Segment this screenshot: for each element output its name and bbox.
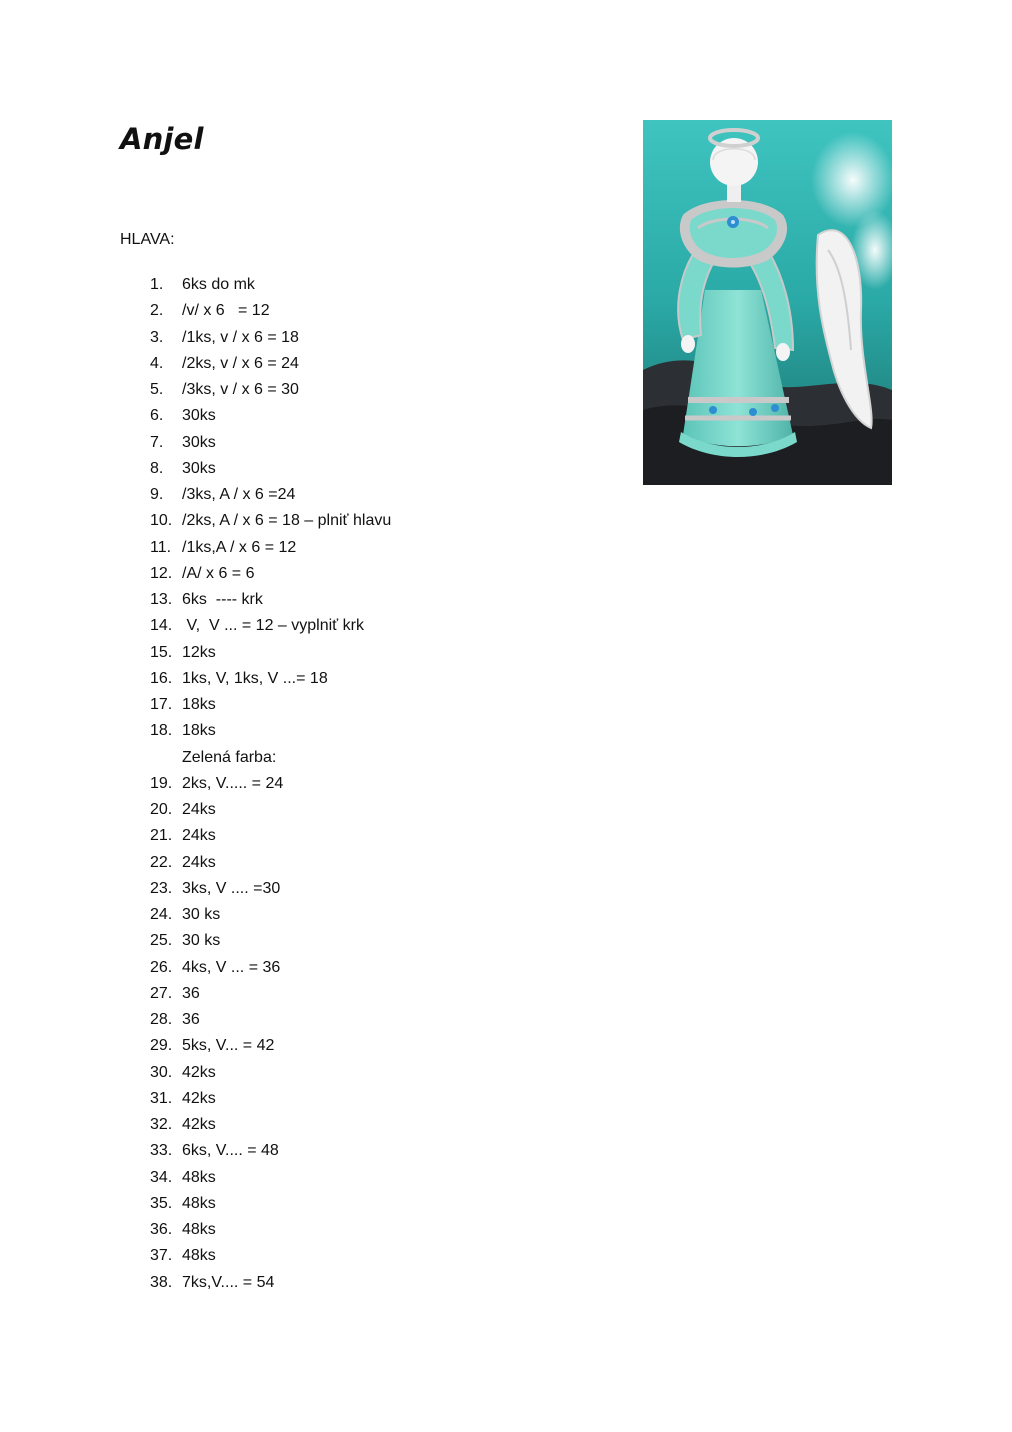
step-text: /2ks, A / x 6 = 18 – plniť hlavu: [182, 512, 392, 530]
pattern-step: [150, 1191, 391, 1217]
step-text: 42ks: [182, 1089, 216, 1107]
step-text: 3ks, V .... =30: [182, 879, 281, 897]
step-number: 18.: [150, 722, 173, 740]
pattern-step: [150, 1033, 391, 1059]
pattern-step: [150, 797, 391, 823]
step-number: 37.: [150, 1247, 173, 1265]
pattern-step: [150, 876, 391, 902]
step-number: 9.: [150, 486, 164, 503]
step-text: 24ks: [182, 853, 216, 871]
step-text: 2ks, V..... = 24: [182, 774, 284, 792]
pattern-step: [150, 928, 391, 954]
step-text: 36: [182, 984, 200, 1002]
step-text: /2ks, v / x 6 = 24: [182, 354, 299, 372]
step-number: 17.: [150, 696, 173, 713]
pattern-step: [150, 561, 391, 587]
step-text: 12ks: [182, 643, 216, 661]
pattern-step: [150, 482, 391, 508]
pattern-step: [150, 298, 391, 324]
step-text: 1ks, V, 1ks, V ...= 18: [182, 669, 328, 687]
step-number: 14.: [150, 617, 173, 635]
step-number: 21.: [150, 827, 173, 845]
pattern-step: [150, 1007, 391, 1033]
step-text: /1ks,A / x 6 = 12: [182, 538, 297, 556]
pattern-step: [150, 1270, 391, 1296]
pattern-step: [150, 850, 391, 876]
pattern-step: [150, 535, 391, 561]
step-text: /3ks, v / x 6 = 30: [182, 381, 299, 398]
step-number: 35.: [150, 1194, 173, 1212]
step-number: 16.: [150, 669, 173, 687]
angel-photo: [643, 120, 892, 485]
step-text: 4ks, V ... = 36: [182, 958, 281, 976]
step-text: 6ks, V.... = 48: [182, 1142, 279, 1160]
pattern-step: [150, 771, 391, 797]
step-number: 24.: [150, 906, 173, 923]
step-number: 22.: [150, 853, 173, 871]
step-text: 42ks: [182, 1116, 216, 1133]
step-text: /v/ x 6 = 12: [182, 302, 270, 320]
pattern-steps-list: [150, 272, 391, 1296]
pattern-step: [150, 430, 391, 456]
pattern-step: [150, 508, 391, 534]
step-text: 30ks: [182, 459, 216, 477]
step-text: 48ks: [182, 1221, 216, 1238]
step-number: 3.: [150, 328, 164, 346]
step-text: 18ks: [182, 722, 216, 740]
pattern-step: [150, 325, 391, 351]
step-number: 28.: [150, 1011, 173, 1028]
step-text: 24ks: [182, 827, 216, 845]
pattern-step: [150, 718, 391, 744]
step-number: 13.: [150, 591, 173, 608]
step-number: 20.: [150, 801, 173, 818]
step-number: 25.: [150, 932, 173, 950]
page-title: Anjel: [120, 122, 204, 156]
step-text: /1ks, v / x 6 = 18: [182, 328, 299, 346]
step-text: 24ks: [182, 801, 216, 818]
pattern-step: [150, 823, 391, 849]
step-number: 34.: [150, 1168, 173, 1186]
pattern-step: [150, 377, 391, 403]
step-number: 4.: [150, 354, 164, 372]
step-number: 32.: [150, 1116, 173, 1133]
step-number: 30.: [150, 1063, 173, 1081]
step-number: 23.: [150, 879, 173, 897]
step-text: 6ks do mk: [182, 276, 255, 293]
step-number: 31.: [150, 1089, 173, 1107]
pattern-step: [150, 692, 391, 718]
step-text: /A/ x 6 = 6: [182, 564, 255, 582]
pattern-step: [150, 1138, 391, 1164]
step-text: 30ks: [182, 433, 216, 451]
step-number: 1.: [150, 276, 164, 293]
pattern-step: [150, 981, 391, 1007]
step-text: /3ks, A / x 6 =24: [182, 486, 296, 503]
step-number: 36.: [150, 1221, 173, 1238]
step-number: 15.: [150, 643, 173, 661]
crocheted-angel-photo-icon: [643, 120, 892, 485]
step-text: V, V ... = 12 – vyplniť krk: [182, 617, 364, 635]
step-number: 33.: [150, 1142, 173, 1160]
pattern-step: [150, 1217, 391, 1243]
pattern-step: [150, 403, 391, 429]
step-text: 42ks: [182, 1063, 216, 1081]
step-number: 5.: [150, 381, 164, 398]
step-number: 7.: [150, 433, 164, 451]
step-number: 38.: [150, 1273, 173, 1291]
pattern-step: [150, 1060, 391, 1086]
step-text: 5ks, V... = 42: [182, 1037, 275, 1055]
step-text: 6ks ---- krk: [182, 591, 263, 608]
step-number: 6.: [150, 407, 164, 425]
pattern-step: [150, 1112, 391, 1138]
pattern-step: [150, 1086, 391, 1112]
pattern-step: [150, 456, 391, 482]
step-text: 30 ks: [182, 932, 221, 950]
step-number: 12.: [150, 564, 173, 582]
step-text: Zelená farba:: [182, 748, 277, 766]
pattern-step: [150, 640, 391, 666]
pattern-step: [150, 1243, 391, 1269]
step-number: 27.: [150, 984, 173, 1002]
pattern-step: [150, 666, 391, 692]
step-text: 30ks: [182, 407, 216, 425]
step-number: 29.: [150, 1037, 173, 1055]
section-heading: HLAVA:: [120, 231, 175, 248]
step-number: [150, 745, 182, 771]
pattern-step: [150, 902, 391, 928]
pattern-step: [150, 955, 391, 981]
pattern-step: [150, 745, 391, 771]
pattern-step: [150, 587, 391, 613]
step-text: 18ks: [182, 696, 216, 713]
step-number: 19.: [150, 774, 173, 792]
pattern-step: [150, 351, 391, 377]
step-text: 48ks: [182, 1168, 216, 1186]
step-number: 2.: [150, 302, 164, 320]
pattern-step: [150, 1165, 391, 1191]
step-number: 11.: [150, 538, 172, 556]
step-text: 36: [182, 1011, 200, 1028]
step-text: 30 ks: [182, 906, 221, 923]
step-number: 8.: [150, 459, 164, 477]
step-text: 7ks,V.... = 54: [182, 1273, 275, 1291]
step-number: 10.: [150, 512, 173, 530]
pattern-step: [150, 613, 391, 639]
step-number: 26.: [150, 958, 173, 976]
pattern-step: [150, 272, 391, 298]
step-text: 48ks: [182, 1194, 216, 1212]
step-text: 48ks: [182, 1247, 216, 1265]
